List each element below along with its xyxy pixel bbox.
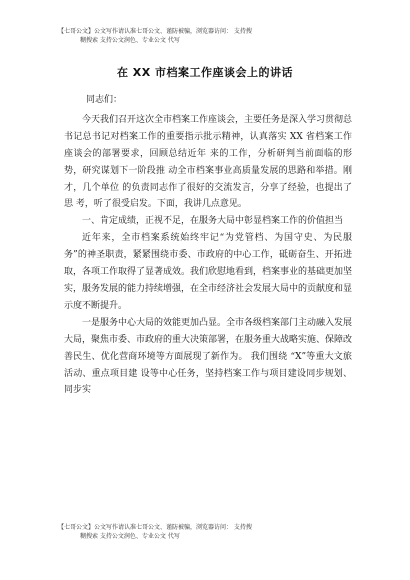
paragraph-opening: 今天我们召开这次全市档案工作座谈会，主要任务是深入学习贯彻总书记总书记对档案工作的重要指示批示精神，认真落实 XX 省档案工作座谈会的部署要求，回顾总结近年 来的工作，分析研判当前面临的形势，研究谋划下一阶段推 动全市档案事业高质量发展的思路和举措。刚才，几个单位 的负责同志作了很好的交流发言，分享了经验，也提出了思 考，听了很受启发。下面，我讲几点意见。 (64, 114, 353, 210)
watermark-banner-top (58, 27, 358, 45)
banner-line-2: 糊搜索 支持公文润色、专业公文 代写 (80, 37, 180, 44)
salutation: 同志们： (86, 95, 123, 105)
paragraph-achievements: 近年来，全市档案系统始终牢记“为党管档、为国守史、为民服务”的神圣职责，紧紧围绕市委、市政府的中心工作，砥砺奋生、开拓进取，各项工作取得了显著成效。我们欣慰地看到，档案事业的基础更加坚实，服务发展的能力持续增强，在全市经济社会发展大局中的贡献度和显示度不断提升。 (64, 233, 353, 311)
section-heading-1: 一、肯定成绩，正视不足，在服务大局中彰显档案工作的价值担当 (82, 216, 344, 227)
banner-line-1: 【七哥公文】公文写作请认准七哥公文、谨防被骗，浏览器访问： 支持搜 (58, 524, 252, 531)
paragraph-point-one: 一是服务中心大局的效能更加凸显。全市各级档案部门主动融入发展大局，聚焦市委、市政府的重大决策部署，在服务重大战略实施、保障改善民生、优化营商环境等方面展现了新作为。 我们围绕 “X”等重大文旅活动、重点项目建 设等中心任务，坚持档案工作与项目建设同步规划、同步实 (64, 317, 353, 396)
banner-line-2: 糊搜索 支持公文润色、专业公文 代写 (80, 533, 180, 540)
document-title: 在 XX 市档案工作座谈会上的讲话 (116, 66, 294, 79)
document-body (64, 92, 352, 399)
banner-line-1: 【七哥公文】公文写作请认准七哥公文、谨防被骗，浏览器访问： 支持搜 (58, 28, 252, 35)
watermark-banner-bottom (58, 523, 358, 541)
